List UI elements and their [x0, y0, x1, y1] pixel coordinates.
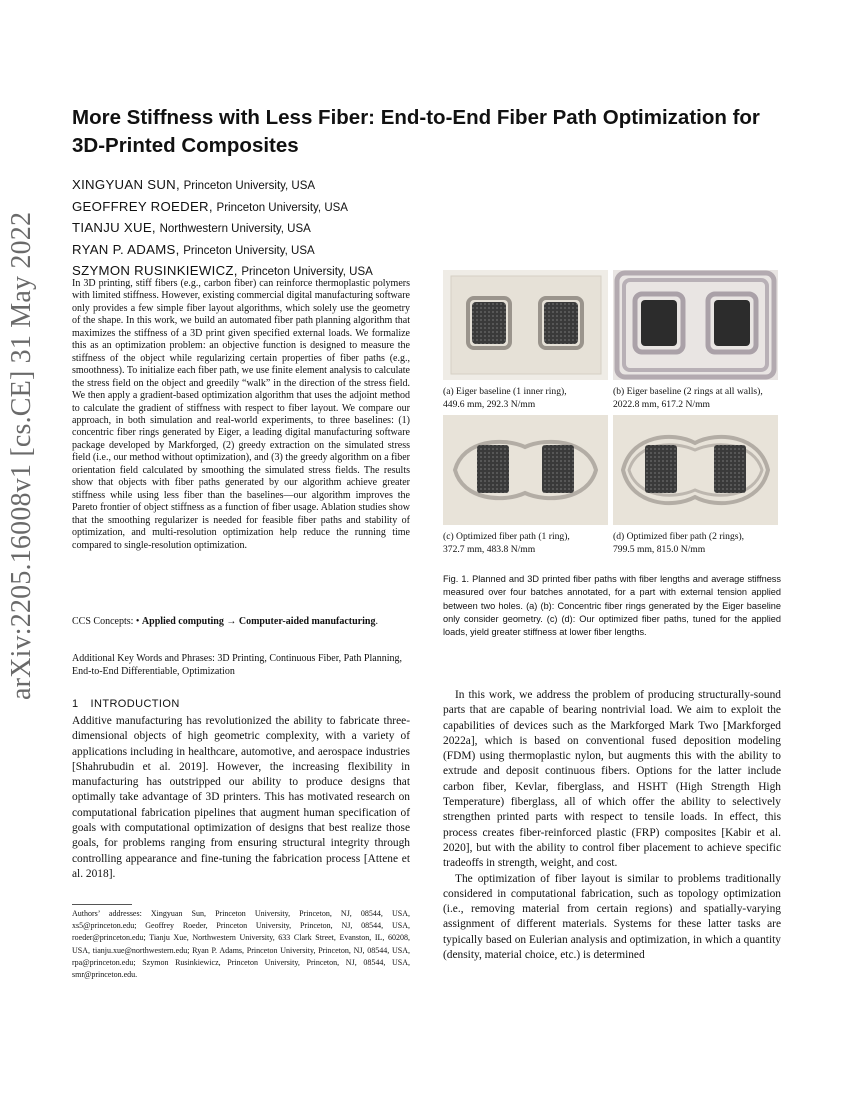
ccs-suffix: .	[375, 616, 378, 627]
keywords: Additional Key Words and Phrases: 3D Printing, Continuous Fiber, Path Planning, End-to-End Differentiable, Optimization	[72, 653, 402, 677]
photo-optimized-one-ring	[443, 415, 608, 525]
subcaption-a	[443, 385, 611, 411]
subcaption-values: 449.6 mm, 292.3 N/mm	[443, 399, 536, 410]
photo-optimized-two-rings	[613, 415, 778, 525]
printed-part-illustration	[613, 415, 778, 525]
body-paragraph: The optimization of fiber layout is similar to problems traditionally considered in computational fabrication, such as topology optimization (i.e., removing material from certain regions) and spatially-varying assignment of different materials. Systems for these latter tasks are typically based on Eulerian analysis and optimization, in which a quantity (density, material choice, etc.) is determined	[443, 872, 781, 962]
paper-title: More Stiffness with Less Fiber: End-to-End Fiber Path Optimization for 3D-Printed Composites	[72, 106, 760, 157]
author-name: XINGYUAN SUN,	[72, 177, 180, 192]
subcaption-label: (b) Eiger baseline (2 rings at all walls),	[613, 386, 763, 397]
author-entry	[72, 240, 492, 262]
author-name: RYAN P. ADAMS,	[72, 241, 180, 257]
author-affiliation: Princeton University, USA	[241, 266, 373, 278]
subcaption-c	[443, 530, 611, 556]
ccs-concepts	[72, 616, 410, 629]
footnote-divider	[72, 904, 132, 905]
author-name: GEOFFREY ROEDER,	[72, 198, 213, 214]
author-affiliation: Northwestern University, USA	[159, 223, 311, 235]
printed-part-illustration	[443, 270, 608, 380]
author-name: TIANJU XUE,	[72, 220, 156, 235]
subcaption-label: (d) Optimized fiber path (2 rings),	[613, 531, 745, 542]
author-entry	[72, 197, 492, 219]
author-affiliation: Princeton University, USA	[183, 180, 316, 192]
body-paragraph: In this work, we address the problem of producing structurally-sound parts that are capable of bearing nontrivial load. We aim to exploit the capabilities of devices such as the Markforged Mark Two [Markforged 2022a], which is based on conventional fused deposition modeling (FDM) using thermoplastic nylon, but augments this with the ability to extrude and deposit continuous fibers. Options for the latter include carbon fiber, Kevlar, fiberglass, and HSHT (High Strength High Temperature) fiberglass, all of which offer the ability to selectively strengthen printed parts with respect to tensile loads. In effect, this process creates fiber-reinforced plastic (FRP) composites [Kabir et al. 2020], but with the ability to control fiber placement to achieve specific tradeoffs in strength, weight, and cost.	[443, 689, 781, 870]
photo-eiger-two-rings	[613, 270, 778, 380]
printed-part-illustration	[613, 270, 778, 380]
author-affiliation: Princeton University, USA	[216, 201, 348, 214]
subcaption-values: 799.5 mm, 815.0 N/mm	[613, 544, 706, 555]
figure-1	[443, 270, 781, 660]
section-heading	[72, 698, 180, 710]
author-affiliation: Princeton University, USA	[183, 244, 315, 257]
section-number: 1	[72, 698, 79, 710]
subcaption-label: (c) Optimized fiber path (1 ring),	[443, 531, 570, 542]
figure-caption: Fig. 1. Planned and 3D printed fiber paths with fiber lengths and average stiffness measured over four batches annotated, for a part with external tension applied between two holes. (a) (b): Concentric fiber rings generated by the Eiger baseline only consider geometry. (c) (d): Our optimized fiber paths, tuned for the applied loads, yield greater stiffness at lower fiber lengths.	[443, 574, 781, 638]
subcaption-b	[613, 385, 781, 411]
right-column-body	[443, 688, 781, 963]
printed-part-illustration	[443, 415, 608, 525]
author-list	[72, 175, 492, 283]
author-addresses-footnote: Authors’ addresses: Xingyuan Sun, Princeton University, Princeton, NJ, 08544, USA, xs5@princeton.edu; Geoffrey Roeder, Princeton University, Princeton, NJ, 08544, USA, roeder@princeton.edu; Tianju Xue, Northwestern University, 633 Clark Street, Evanston, IL, 60208, USA, tianju.xue@northwestern.edu; Ryan P. Adams, Princeton University, Princeton, NJ, 08544, USA, rpa@princeton.edu; Szymon Rusinkiewicz, Princeton University, Princeton, NJ, 08544, USA, smr@princeton.edu.	[72, 909, 410, 980]
author-entry	[72, 175, 492, 197]
photo-eiger-one-ring	[443, 270, 608, 380]
ccs-concept-term: Applied computing → Computer-aided manufacturing	[141, 616, 376, 627]
author-entry	[72, 218, 492, 240]
abstract: In 3D printing, stiff fibers (e.g., carbon fiber) can reinforce thermoplastic polymers with limited stiffness. However, existing commercial digital manufacturing software only provides a few simple fiber layout algorithms, which solely use the geometry of the shape. In this work, we build an automated fiber path planning algorithm that maximizes the stiffness of a 3D print given specified external loads. We formalize this as an optimization problem: an objective function is designed to measure the stiffness of the object while regularizing certain properties of fiber paths (e.g., smoothness). To initialize each fiber path, we use finite element analysis to calculate the stress field on the object and greedily “walk” in the direction of the stress field. We then apply a gradient-based optimization algorithm that uses the adjoint method to calculate the gradient of stiffness with respect to fiber layout. We compare our approach, in both simulation and real-world experiments, to three baselines: (1) concentric fiber rings generated by Eiger, a leading digital manufacturing software package developed by Markforged, (2) greedy extraction on the simulated stress field (i.e., our method without optimization), and (3) the greedy algorithm on a fiber orientation field calculated by smoothing the simulated stress fields. The results show that objects with fiber paths generated by our algorithm achieve greater stiffness while using less fiber than the baselines—our algorithm improves the Pareto frontier of object stiffness as a function of fiber usage. Ablation studies show that the smoothing regularizer is needed for feasible fiber paths and stability of optimization, and multi-resolution optimization help reduce the running time compared to single-resolution optimization.	[72, 278, 410, 551]
subcaption-values: 372.7 mm, 483.8 N/mm	[443, 544, 536, 555]
introduction-paragraph: Additive manufacturing has revolutionized the ability to fabricate three-dimensional objects of high geometric complexity, with a variety of applications including in healthcare, automotive, and aerospace industries [Shahrubudin et al. 2019]. However, the increasing flexibility in manufacturing has outstripped our ability to produce designs that optimally take advantage of 3D printers. This has motivated research on computational fabrication pipelines that augment human specification of goals with computational optimization of designs that best realize those goals, for problems ranging from ensuring structural integrity through controlling appearance and fine-tuning the fabrication process [Attene et al. 2018].	[72, 715, 410, 880]
ccs-prefix: CCS Concepts: •	[72, 616, 140, 627]
subcaption-values: 2022.8 mm, 617.2 N/mm	[613, 399, 711, 410]
subcaption-label: (a) Eiger baseline (1 inner ring),	[443, 386, 567, 397]
subcaption-d	[613, 530, 781, 556]
arxiv-identifier: arXiv:2205.16008v1 [cs.CE] 31 May 2022	[6, 211, 37, 700]
section-title: INTRODUCTION	[90, 698, 180, 710]
author-name: SZYMON RUSINKIEWICZ,	[72, 263, 238, 278]
